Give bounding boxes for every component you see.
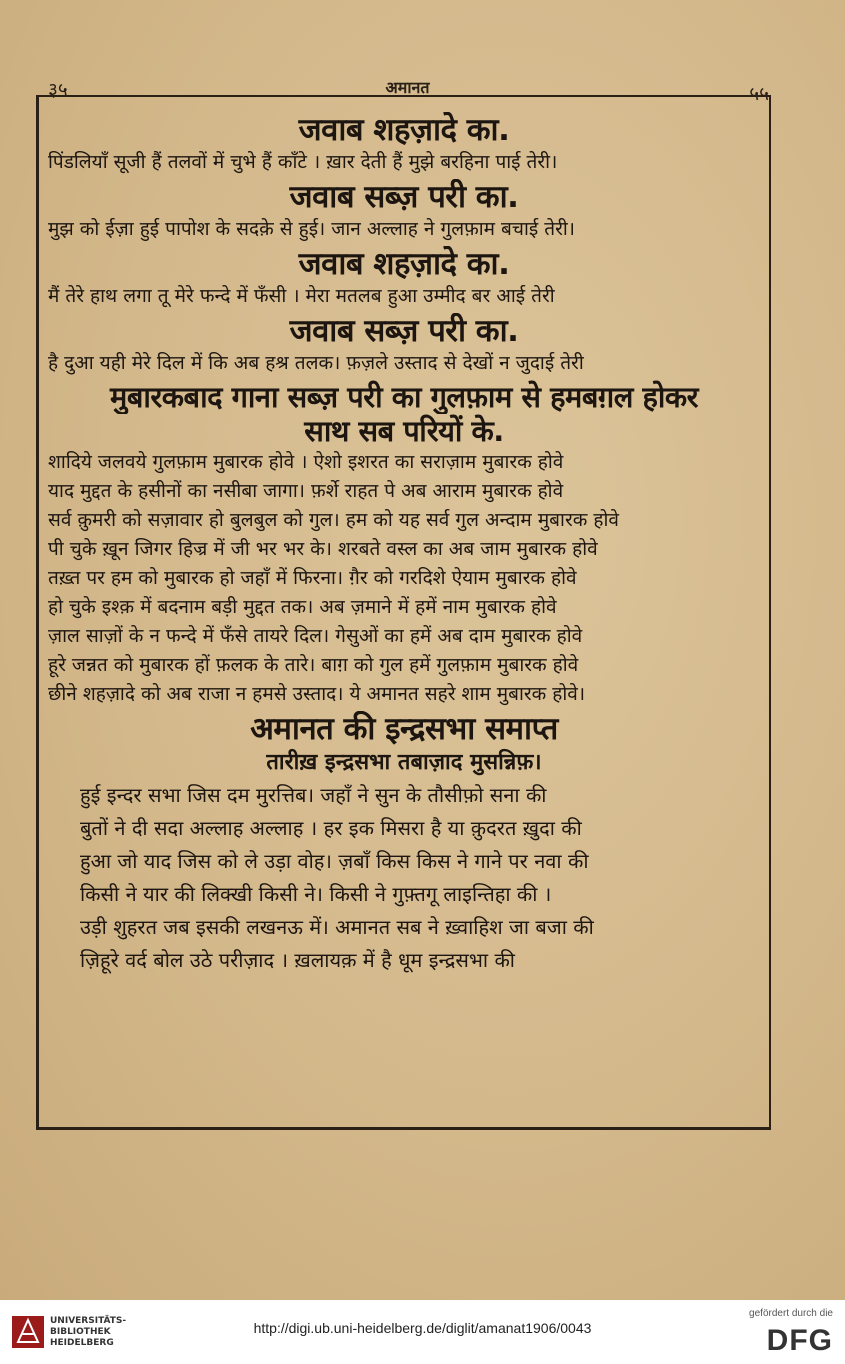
verse-line: ज़ाल साज़ों के न फन्दे में फँसे तायरे दिल। गेसुओं का हमें अब दाम मुबारक होवे: [48, 625, 583, 647]
verse-line: मैं तेरे हाथ लगा तू मेरे फन्दे में फँसी । मेरा मतलब हुआ उम्मीद बर आई तेरी: [48, 285, 555, 307]
section-heading: जवाब शहज़ादे का.: [298, 246, 510, 282]
verse-line: किसी ने यार की लिक्खी किसी ने। किसी ने गुफ़्तगू लाइन्तिहा की ।: [80, 882, 552, 906]
verse-line: उड़ी शुहरत जब इसकी लखनऊ में। अमानत सब ने ख़्वाहिश जा बजा की: [80, 915, 594, 939]
dfg-logo: DFG: [766, 1324, 833, 1357]
verse-line: ज़िहूरे वर्द बोल उठे परीज़ाद । ख़लायक़ में है धूम इन्द्रसभा की: [80, 948, 515, 972]
verse-line: तख़्त पर हम को मुबारक हो जहाँ में फिरना। ग़ैर को गरदिशे ऐयाम मुबारक होवे: [48, 567, 577, 589]
verse-line: हो चुके इश्क़ में बदनाम बड़ी मुद्दत तक। अब ज़माने में हमें नाम मुबारक होवे: [48, 596, 557, 618]
verse-line: हूरे जन्नत को मुबारक हों फ़लक के तारे। बाग़ को गुल हमें गुलफ़ाम मुबारक होवे: [48, 654, 579, 676]
verse-line: मुझ को ईज़ा हुई पापोश के सदक़े से हुई। जान अल्लाह ने गुलफ़ाम बचाई तेरी।: [48, 218, 575, 240]
verse-line: शादिये जलवये गुलफ़ाम मुबारक होवे । ऐशो इशरत का सराज़ाम मुबारक होवे: [48, 451, 564, 473]
dialogue-section: [40, 313, 768, 378]
section-heading: जवाब शहज़ादे का.: [298, 112, 510, 148]
footer-bar: [0, 1300, 845, 1364]
dialogue-section: [40, 179, 768, 244]
mubarakbad-section: [40, 380, 768, 709]
university-name-line: BIBLIOTHEK: [50, 1327, 111, 1337]
verse-line: पी चुके ख़ून जिगर हिज्र में जी भर भर के। शरबते वस्ल का अब जाम मुबारक होवे: [48, 538, 598, 560]
section-heading: मुबारकबाद गाना सब्ज़ परी का गुलफ़ाम से हमबग़ल होकर: [109, 380, 699, 414]
page-body: [40, 110, 768, 977]
section-heading: जवाब सब्ज़ परी का.: [289, 313, 519, 349]
verse-line: हुई इन्दर सभा जिस दम मुरत्तिब। जहाँ ने सुन के तौसीफ़ो सना की: [80, 783, 547, 807]
page-number-right: ५५: [749, 83, 769, 105]
verse-line: है दुआ यही मेरे दिल में कि अब हश्र तलक। फ़ज़ले उस्ताद से देखों न जुदाई तेरी: [48, 352, 584, 374]
verse-line: सर्व क़ुमरी को सज़ावार हो बुलबुल को गुल। हम को यह सर्व गुल अन्दाम मुबारक होवे: [48, 509, 619, 531]
section-heading: जवाब सब्ज़ परी का.: [289, 179, 519, 215]
page-number-left: ३५: [48, 79, 68, 101]
running-title: अमानत: [385, 78, 430, 97]
verse-line: छीने शहज़ादे को अब राजा न हमसे उस्ताद। ये अमानत सहरे शाम मुबारक होवे।: [48, 683, 586, 705]
source-url-link[interactable]: http://digi.ub.uni-heidelberg.de/diglit/amanat1906/0043: [253, 1320, 592, 1336]
university-name-line: UNIVERSITÄTS-: [50, 1316, 127, 1326]
section-heading-continued: साथ सब परियों के.: [304, 414, 504, 448]
verse-line: बुतों ने दी सदा अल्लाह अल्लाह । हर इक मिसरा है या क़ुदरत ख़ुदा की: [80, 816, 582, 840]
university-name-line: HEIDELBERG: [50, 1338, 114, 1348]
conclusion-heading: अमानत की इन्द्रसभा समाप्त: [250, 711, 558, 747]
conclusion-subheading: तारीख़ इन्द्रसभा तबाज़ाद मुसन्निफ़।: [266, 750, 542, 775]
funding-note: gefördert durch die: [749, 1308, 833, 1319]
verse-line: याद मुद्दत के हसीनों का नसीबा जागा। फ़र्शे राहत पे अब आराम मुबारक होवे: [48, 480, 564, 502]
dialogue-section: [40, 112, 768, 177]
conclusion-section: [40, 711, 768, 977]
verse-line: हुआ जो याद जिस को ले उड़ा वोह। ज़बाँ किस किस ने गाने पर नवा की: [80, 849, 589, 873]
verse-line: पिंडलियाँ सूजी हैं तलवों में चुभे हैं काँटे । ख़ार देती हैं मुझे बरहिना पाई तेरी।: [48, 151, 558, 173]
dialogue-section: [40, 246, 768, 311]
